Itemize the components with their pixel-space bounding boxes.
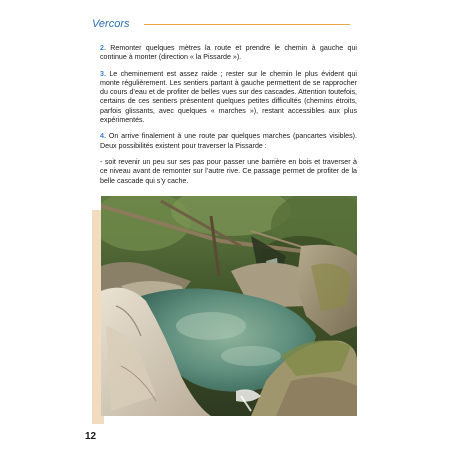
paragraph-step-4	[100, 132, 357, 151]
main-text	[100, 44, 357, 193]
waterfall-pool-photo	[101, 196, 357, 416]
paragraph-text: On arrive finalement à une route par quelques marches (pancartes visibles). Deux possibilités existent pour traverser la Pissarde :	[100, 132, 357, 150]
photo-illustration	[101, 196, 357, 416]
header-title: Vercors	[92, 18, 130, 30]
step-number: 2.	[100, 44, 106, 52]
paragraph-step-3	[100, 70, 357, 126]
paragraph-text: Remonter quelques mètres la route et prendre le chemin à gauche qui continue à monter (direction « la Pissarde »).	[100, 44, 357, 62]
paragraph-step-2	[100, 44, 357, 63]
paragraph-text: Le cheminement est assez raide ; rester sur le chemin le plus évident qui monte régulièrement. Les sentiers partant à gauche permettent de se rapprocher du cours d’eau et de profiter de belles vues sur des cascades. Attention toutefois, certains de ces sentiers présentent quelques petites difficultés (chemins étroits, parfois glissants, avec quelques « marches »), restant accessibles aux plus expérimentés.	[100, 69, 357, 125]
step-number: 3.	[100, 69, 106, 78]
page-number: 12	[85, 431, 97, 442]
step-number: 4.	[100, 132, 106, 141]
paragraph-text: - soit revenir un peu sur ses pas pour passer une barrière en bois et traverser à ce niveau avant de remonter sur l’autre rive. Ce passage permet de profiter de la belle cascade qui s’y cache.	[100, 157, 357, 185]
header-rule	[144, 24, 350, 25]
paragraph-option	[100, 158, 357, 186]
page-header	[92, 15, 360, 35]
